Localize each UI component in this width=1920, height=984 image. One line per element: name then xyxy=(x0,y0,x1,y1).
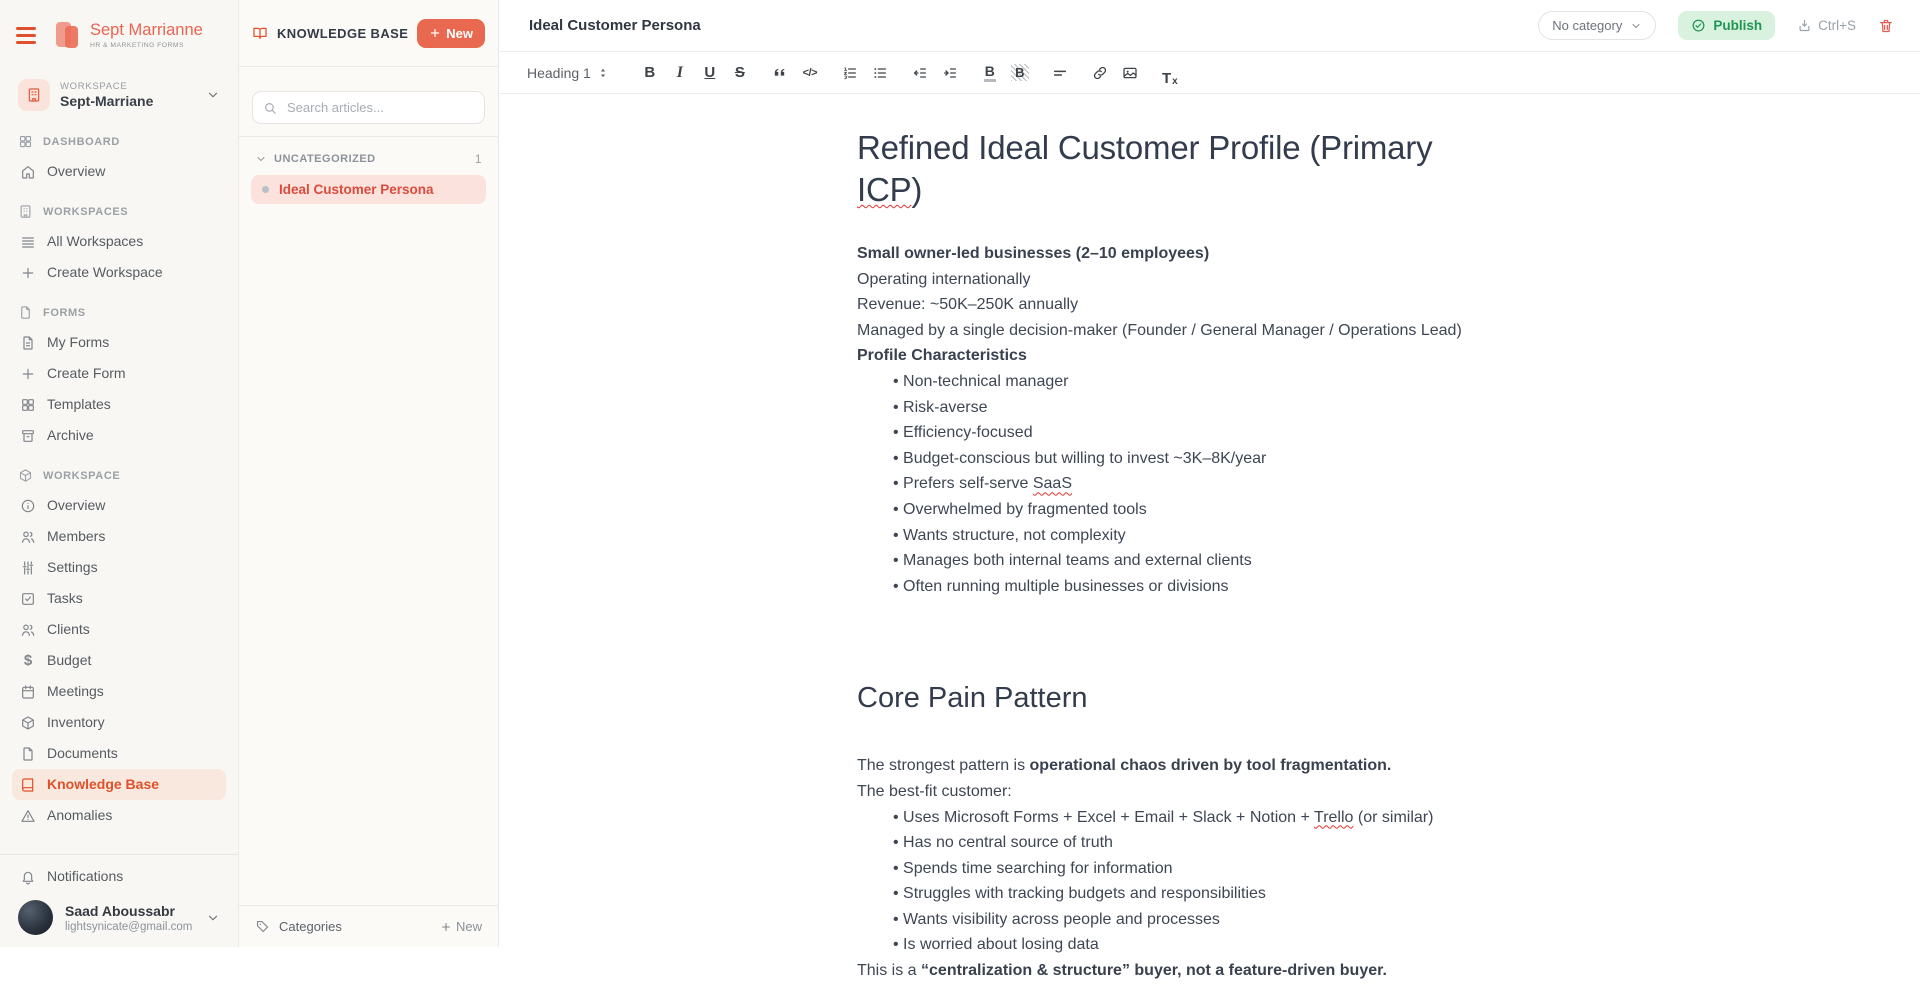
doc-bullet: • Prefers self-serve SaaS xyxy=(857,471,1497,497)
text-color-a: B xyxy=(984,64,996,82)
sidebar-item-anomalies[interactable]: Anomalies xyxy=(12,800,226,831)
quote-icon xyxy=(772,65,787,80)
save-button[interactable]: Ctrl+S xyxy=(1797,18,1856,33)
sidebar-item-meetings[interactable]: Meetings xyxy=(12,676,226,707)
indent-button[interactable] xyxy=(935,59,965,87)
sidebar-item-overview-dashboard[interactable]: Overview xyxy=(12,156,226,187)
misspelled-word: SaaS xyxy=(1032,475,1072,493)
document-title: Ideal Customer Persona xyxy=(529,17,701,34)
list-icon xyxy=(20,234,36,250)
doc-bullet: • Budget-conscious but willing to invest ~3K–8K/year xyxy=(857,446,1497,472)
editor-main xyxy=(499,0,1920,980)
users-icon xyxy=(20,622,36,638)
file-text-icon xyxy=(20,335,36,351)
doc-paragraph: Revenue: ~50K–250K annually xyxy=(857,296,1079,314)
categories-footer xyxy=(239,905,498,947)
sidebar-item-tasks[interactable]: Tasks xyxy=(12,583,226,614)
doc-bullet: • Overwhelmed by fragmented tools xyxy=(857,497,1497,523)
brand-tagline: HR & MARKETING FORMS xyxy=(90,41,184,49)
underline-button[interactable]: U xyxy=(704,64,716,81)
file-icon xyxy=(18,305,33,320)
workspace-name: Sept-Marriane xyxy=(60,93,154,109)
knowledge-base-panel xyxy=(239,0,499,947)
panel-header xyxy=(239,0,498,67)
bell-icon xyxy=(20,869,36,885)
doc-heading-1: Refined Ideal Customer Profile (Primary ICP) xyxy=(857,129,1433,208)
sidebar-item-knowledge-base[interactable]: Knowledge Base xyxy=(12,769,226,800)
doc-paragraph: The best-fit customer: xyxy=(857,782,1012,800)
users-icon xyxy=(20,529,36,545)
sidebar-item-templates[interactable]: Templates xyxy=(12,389,226,420)
tag-icon xyxy=(255,919,270,934)
check-square-icon xyxy=(20,591,36,607)
cube-icon xyxy=(20,715,36,731)
new-category-button[interactable]: New xyxy=(440,919,482,934)
sidebar-item-clients[interactable]: Clients xyxy=(12,614,226,645)
menu-icon[interactable] xyxy=(16,25,36,46)
sidebar-item-my-forms[interactable]: My Forms xyxy=(12,327,226,358)
misspelled-word: ICP xyxy=(857,171,912,208)
doc-paragraph: Profile Characteristics xyxy=(857,347,1027,365)
indent-icon xyxy=(942,65,958,81)
editor-titlebar xyxy=(499,0,1920,52)
plus-icon xyxy=(20,265,36,281)
chevron-down-icon xyxy=(206,88,220,102)
italic-button[interactable]: I xyxy=(676,63,683,81)
image-button[interactable] xyxy=(1115,59,1145,87)
image-icon xyxy=(1122,65,1138,81)
code-button[interactable]: </> xyxy=(802,66,818,79)
building-icon xyxy=(18,204,33,219)
search-input[interactable] xyxy=(285,99,474,116)
section-header-workspace: WORKSPACE xyxy=(12,459,226,490)
dollar-icon: $ xyxy=(23,651,33,669)
blockquote-button[interactable] xyxy=(765,59,795,87)
search-section xyxy=(239,67,498,137)
strikethrough-button[interactable]: S xyxy=(734,64,745,81)
sidebar-item-settings[interactable]: Settings xyxy=(12,552,226,583)
workspace-label: WORKSPACE xyxy=(60,81,128,92)
info-icon xyxy=(20,498,36,514)
sidebar-item-archive[interactable]: Archive xyxy=(12,420,226,451)
document-content xyxy=(857,127,1497,984)
search-icon xyxy=(263,101,277,115)
sliders-icon xyxy=(20,560,36,576)
publish-button[interactable]: Publish xyxy=(1678,11,1775,40)
group-count: 1 xyxy=(474,152,482,166)
section-header-workspaces: WORKSPACES xyxy=(12,195,226,226)
sidebar-item-create-workspace[interactable]: Create Workspace xyxy=(12,257,226,288)
book-icon xyxy=(20,777,36,793)
align-icon xyxy=(1052,65,1068,81)
doc-paragraph: Operating internationally xyxy=(857,270,1031,288)
brand-logo-icon xyxy=(56,20,81,51)
save-icon xyxy=(1797,18,1812,33)
plus-icon xyxy=(429,27,441,39)
outdent-icon xyxy=(912,65,928,81)
home-icon xyxy=(20,164,36,180)
heading-style-select[interactable]: Heading 1 xyxy=(527,65,609,81)
building-icon xyxy=(18,79,50,111)
doc-bullet: • Uses Microsoft Forms + Excel + Email + Slack + Notion + Trello (or similar) xyxy=(857,805,1497,831)
clear-formatting-button[interactable]: T x xyxy=(1161,69,1178,87)
plus-icon xyxy=(20,366,36,382)
sidebar-nav xyxy=(0,115,238,854)
chevron-down-icon xyxy=(1630,20,1642,32)
sidebar-item-inventory[interactable]: Inventory xyxy=(12,707,226,738)
align-button[interactable] xyxy=(1045,59,1075,87)
user-email: lightsynicate@gmail.com xyxy=(65,920,193,933)
sidebar-item-members[interactable]: Members xyxy=(12,521,226,552)
brand-logo[interactable] xyxy=(56,20,203,51)
doc-bullet: • Has no central source of truth xyxy=(857,830,1497,856)
bold-button[interactable]: B xyxy=(644,64,656,81)
sidebar-item-notifications[interactable]: Notifications xyxy=(12,861,226,892)
doc-bullet: • Manages both internal teams and external clients xyxy=(857,548,1497,574)
format-toolbar xyxy=(499,52,1920,94)
doc-bullet: • Struggles with tracking budgets and responsibilities xyxy=(857,881,1497,907)
highlight-a: B xyxy=(1011,64,1028,81)
doc-heading-2: Core Pain Pattern xyxy=(857,682,1088,715)
text-color-button[interactable] xyxy=(975,59,1005,87)
workspace-selector[interactable] xyxy=(12,75,226,115)
article-dot-icon xyxy=(262,186,269,193)
sidebar-item-documents[interactable]: Documents xyxy=(12,738,226,769)
doc-paragraph: The strongest pattern is operational chaos driven by tool fragmentation. xyxy=(857,757,1392,775)
chevron-down-icon xyxy=(206,911,220,925)
article-item-ideal-customer-persona[interactable] xyxy=(251,175,486,204)
avatar xyxy=(18,900,53,935)
doc-bullet: • Wants visibility across people and processes xyxy=(857,907,1497,933)
highlight-button[interactable] xyxy=(1005,59,1035,87)
book-open-icon xyxy=(252,25,268,41)
bullet-list-button[interactable] xyxy=(865,59,895,87)
chevron-down-icon xyxy=(255,153,267,165)
grid-icon xyxy=(20,397,36,413)
doc-paragraph: Small owner-led businesses (2–10 employees) xyxy=(857,245,1210,262)
doc-bullet: • Often running multiple businesses or divisions xyxy=(857,574,1497,600)
sort-arrows-icon xyxy=(597,67,609,79)
misspelled-word: Trello xyxy=(1314,808,1354,826)
sidebar-footer xyxy=(0,854,238,947)
bullet-list-icon xyxy=(872,65,888,81)
category-group-uncategorized[interactable]: UNCATEGORIZED 1 xyxy=(239,137,498,175)
delete-button[interactable] xyxy=(1878,18,1894,34)
sidebar-item-budget[interactable]: $ Budget xyxy=(12,645,226,676)
article-title: Ideal Customer Persona xyxy=(279,182,434,197)
categories-label: Categories xyxy=(279,919,342,934)
panel-title: KNOWLEDGE BASE xyxy=(277,25,409,41)
outdent-button[interactable] xyxy=(905,59,935,87)
link-button[interactable] xyxy=(1085,59,1115,87)
ordered-list-button[interactable] xyxy=(835,59,865,87)
section-header-dashboard: DASHBOARD xyxy=(12,125,226,156)
brand-name: Sept Marrianne xyxy=(90,21,203,40)
document-editor-area[interactable] xyxy=(499,94,1920,984)
search-box xyxy=(252,91,485,124)
link-icon xyxy=(1092,65,1108,81)
archive-icon xyxy=(20,428,36,444)
doc-bullet: • Wants structure, not complexity xyxy=(857,523,1497,549)
doc-paragraph: This is a “centralization & structure” buyer, not a feature-driven buyer. xyxy=(857,962,1387,980)
check-circle-icon xyxy=(1691,18,1706,33)
sidebar-item-create-form[interactable]: Create Form xyxy=(12,358,226,389)
file-icon xyxy=(20,746,36,762)
sidebar-header xyxy=(0,0,238,51)
plus-icon xyxy=(440,921,452,933)
calendar-icon xyxy=(20,684,36,700)
user-profile[interactable] xyxy=(12,892,226,937)
sidebar-item-overview-workspace[interactable]: Overview xyxy=(12,490,226,521)
sidebar-item-all-workspaces[interactable]: All Workspaces xyxy=(12,226,226,257)
doc-paragraph: Managed by a single decision-maker (Founder / General Manager / Operations Lead) xyxy=(857,321,1462,339)
trash-icon xyxy=(1878,18,1894,34)
doc-bullet: • Risk-averse xyxy=(857,395,1497,421)
doc-bullet: • Is worried about losing data xyxy=(857,932,1497,958)
user-name: Saad Aboussabr xyxy=(65,902,175,919)
doc-bullet: • Non-technical manager xyxy=(857,369,1497,395)
new-article-button[interactable]: New xyxy=(417,19,485,48)
category-dropdown[interactable]: No category xyxy=(1538,11,1656,40)
doc-bullet: • Spends time searching for information xyxy=(857,856,1497,882)
doc-bullet: • Efficiency-focused xyxy=(857,420,1497,446)
section-header-forms: FORMS xyxy=(12,296,226,327)
app-sidebar xyxy=(0,0,239,947)
grid-icon xyxy=(18,134,33,149)
ordered-list-icon xyxy=(842,65,858,81)
cube-icon xyxy=(18,468,33,483)
alert-triangle-icon xyxy=(20,808,36,824)
